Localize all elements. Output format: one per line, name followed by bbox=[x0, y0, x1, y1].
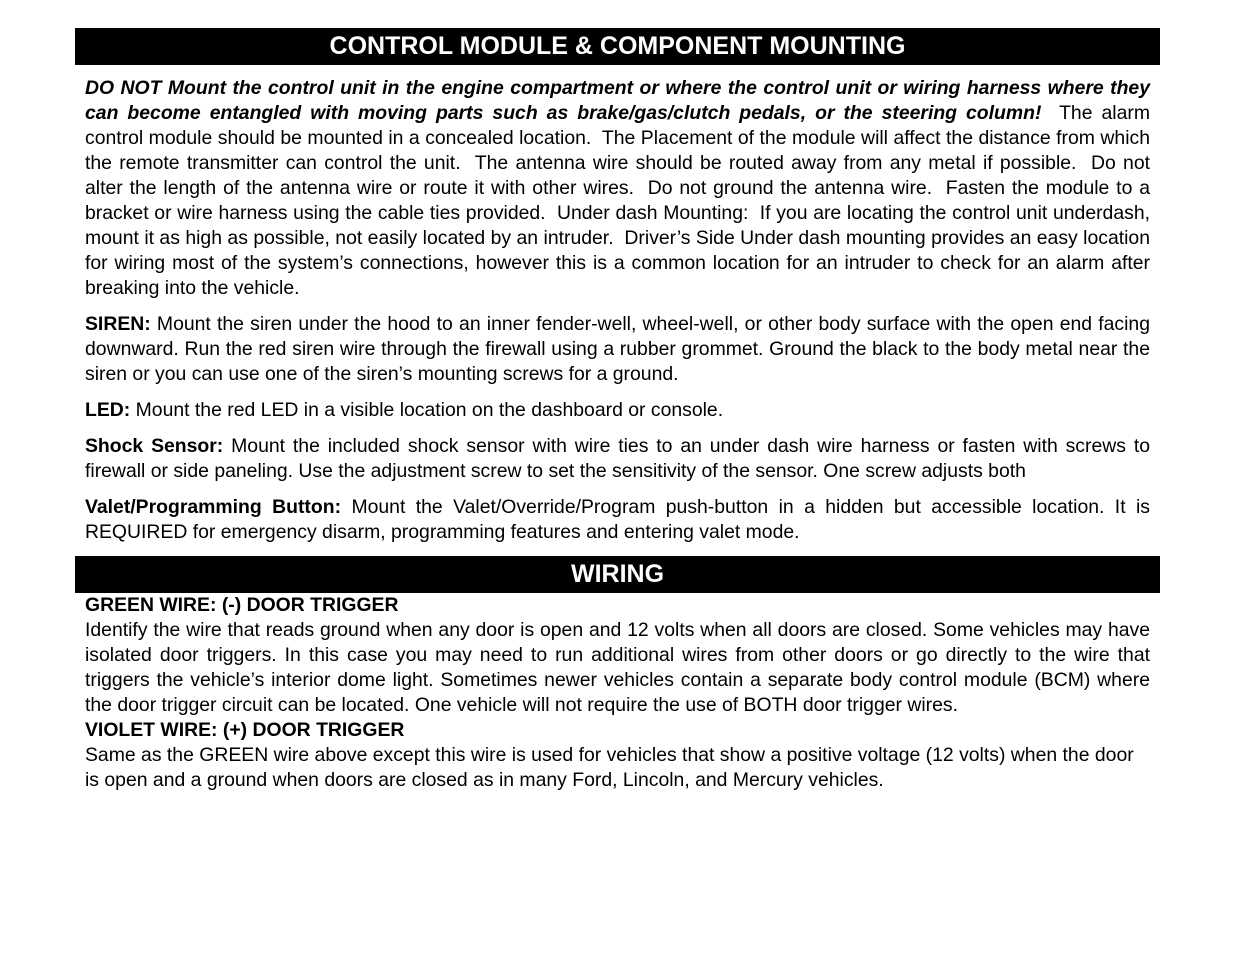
violet-wire-body: Same as the GREEN wire above except this wire is used for vehicles that show a positive voltage (12 volts) when the door is open and a ground when doors are closed as in many Ford, Lincoln, and Mercury vehicles. bbox=[85, 744, 1134, 791]
siren-paragraph bbox=[85, 312, 1150, 387]
section-control-module bbox=[75, 76, 1160, 545]
section-banner-wiring: WIRING bbox=[75, 556, 1160, 593]
shock-sensor-paragraph bbox=[85, 434, 1150, 484]
led-label: LED: bbox=[85, 399, 131, 421]
led-body: Mount the red LED in a visible location on the dashboard or console. bbox=[130, 399, 724, 421]
document-page bbox=[75, 28, 1160, 793]
shock-sensor-label: Shock Sensor: bbox=[85, 435, 224, 457]
siren-label: SIREN: bbox=[85, 313, 151, 335]
violet-wire-heading: VIOLET WIRE: (+) DOOR TRIGGER bbox=[85, 719, 405, 741]
valet-button-paragraph bbox=[85, 495, 1150, 545]
section-banner-control-module: CONTROL MODULE & COMPONENT MOUNTING bbox=[75, 28, 1160, 65]
green-wire-heading: GREEN WIRE: (-) DOOR TRIGGER bbox=[85, 594, 399, 616]
section-wiring bbox=[75, 593, 1160, 793]
valet-button-label: Valet/Programming Button: bbox=[85, 496, 342, 518]
led-paragraph bbox=[85, 398, 1150, 423]
intro-paragraph bbox=[85, 76, 1156, 301]
green-wire-body: Identify the wire that reads ground when any door is open and 12 volts when all doors are closed. Some vehicles may have isolated door triggers. In this case you may need to run additional wires from other doors or go directly to the wire that triggers the vehicle’s interior dome light. Sometimes newer vehicles contain a separate body control module (BCM) where the door trigger circuit can be located. One vehicle will not require the use of BOTH door trigger wires. bbox=[85, 619, 1150, 716]
valet-button-body: Mount the Valet/Override/Program push-button in a hidden but accessible location. It is REQUIRED for emergency disarm, programming features and entering valet mode. bbox=[85, 496, 1150, 543]
siren-body: Mount the siren under the hood to an inner fender-well, wheel-well, or other body surface with the open end facing downward. Run the red siren wire through the firewall using a rubber grommet. Ground the black to the body metal near the siren or you can use one of the siren’s mounting screws for a ground. bbox=[85, 313, 1150, 385]
shock-sensor-body: Mount the included shock sensor with wire ties to an under dash wire harness or fasten with screws to firewall or side paneling. Use the adjustment screw to set the sensitivity of the sensor. One screw adjusts both bbox=[85, 435, 1150, 482]
mounting-warning: DO NOT Mount the control unit in the engine compartment or where the control unit or wiring harness where they can become entangled with moving parts such as brake/gas/clutch pedals, or the steering column! bbox=[85, 77, 1150, 124]
intro-body: The alarm control module should be mounted in a concealed location. The Placement of the module will affect the distance from which the remote transmitter can control the unit. The antenna wire should be routed away from any metal if possible. Do not alter the length of the antenna wire or route it with other wires. Do not ground the antenna wire. Fasten the module to a bracket or wire harness using the cable ties provided. Under dash Mounting: If you are locating the control unit underdash, mount it as high as possible, not easily located by an intruder. Driver’s Side Under dash mounting provides an easy location for wiring most of the system’s connections, however this is a common location for an intruder to check for an alarm after breaking into the vehicle. bbox=[85, 102, 1156, 299]
